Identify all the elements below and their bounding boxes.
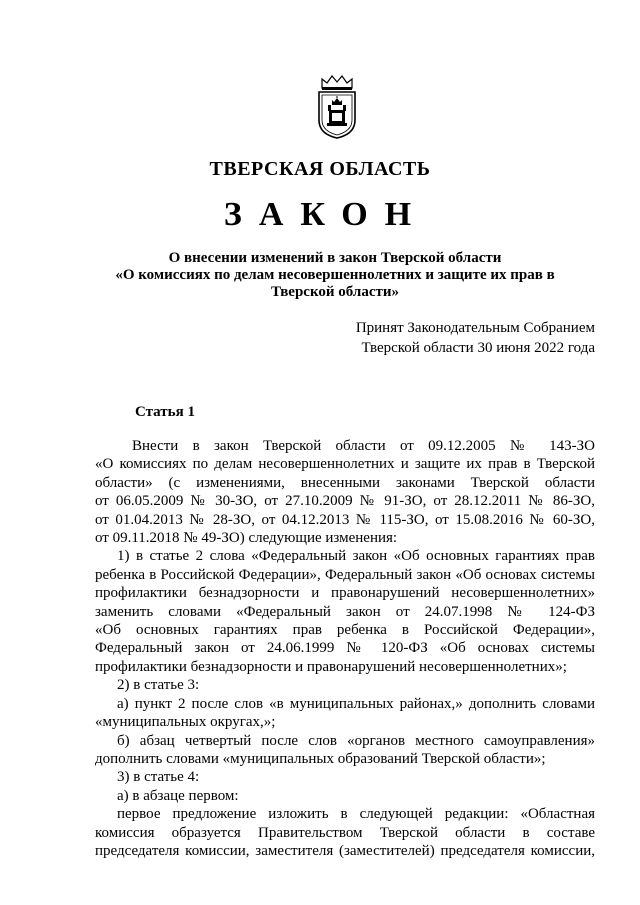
- tver-coat-of-arms-icon: [314, 74, 360, 140]
- body-line: ребенка в Российской Федерации», Федеральный закон «Об основах системы: [95, 566, 595, 583]
- body-line: Федеральный закон от 24.06.1999 № 120-ФЗ «Об основах системы: [95, 640, 595, 657]
- law-title: [112, 250, 558, 301]
- body-line: от 01.04.2013 № 28-ЗО, от 04.12.2013 № 115-ЗО, от 15.08.2016 № 60-ЗО,: [95, 511, 595, 528]
- article-body: [95, 437, 595, 860]
- adoption-line: Тверской области 30 июня 2022 года: [361, 340, 595, 356]
- region-name: ТВЕРСКАЯ ОБЛАСТЬ: [209, 158, 431, 180]
- body-line: комиссия образуется Правительством Тверской области в составе: [95, 824, 595, 841]
- law-title-line: О внесении изменений в закон Тверской области: [168, 250, 502, 266]
- body-line: профилактики безнадзорности и правонарушений несовершеннолетних»;: [95, 658, 567, 675]
- body-line: 3) в статье 4:: [117, 769, 200, 786]
- body-line: дополнить словами «муниципальных образований Тверской области»;: [95, 750, 546, 767]
- adoption-note: [356, 318, 595, 358]
- body-line: а) в абзаце первом:: [117, 787, 239, 804]
- body-line: от 09.11.2018 № 49-ЗО) следующие изменения:: [95, 530, 398, 547]
- body-line: от 06.05.2009 № 30-ЗО, от 27.10.2009 № 91-ЗО, от 28.12.2011 № 86-ЗО,: [95, 493, 595, 510]
- body-line: Внести в закон Тверской области от 09.12.2005 № 143-ЗО: [132, 438, 595, 454]
- body-line: заменить словами «Федеральный закон от 24.07.1998 № 124-ФЗ: [95, 603, 595, 620]
- body-line: б) абзац четвертый после слов «органов местного самоуправления»: [117, 732, 595, 749]
- body-line: «муниципальных округах,»;: [95, 714, 276, 731]
- law-title-line: «О комиссиях по делам несовершеннолетних и защите их прав в: [115, 267, 555, 283]
- body-line: профилактики безнадзорности и правонарушений несовершеннолетних»: [95, 585, 595, 602]
- body-line: «Об основных гарантиях прав ребенка в Российской Федерации»,: [95, 622, 595, 639]
- document-type: ЗАКОН: [223, 196, 429, 233]
- body-line: области» (с изменениями, внесенными законами Тверской области: [95, 474, 595, 491]
- adoption-line: Принят Законодательным Собранием: [355, 320, 595, 336]
- body-line: а) пункт 2 после слов «в муниципальных районах,» дополнить словами: [117, 695, 595, 712]
- law-title-line: Тверской области»: [270, 284, 400, 300]
- body-line: «О комиссиях по делам несовершеннолетних и защите их прав в Тверской: [95, 456, 595, 473]
- body-line: 2) в статье 3:: [117, 677, 200, 694]
- article-heading: Статья 1: [135, 404, 195, 420]
- body-line: 1) в статье 2 слова «Федеральный закон «Об основных гарантиях прав: [117, 548, 595, 565]
- body-line: председателя комиссии, заместителя (заместителей) председателя комиссии,: [95, 842, 595, 859]
- body-line: первое предложение изложить в следующей редакции: «Областная: [117, 806, 595, 823]
